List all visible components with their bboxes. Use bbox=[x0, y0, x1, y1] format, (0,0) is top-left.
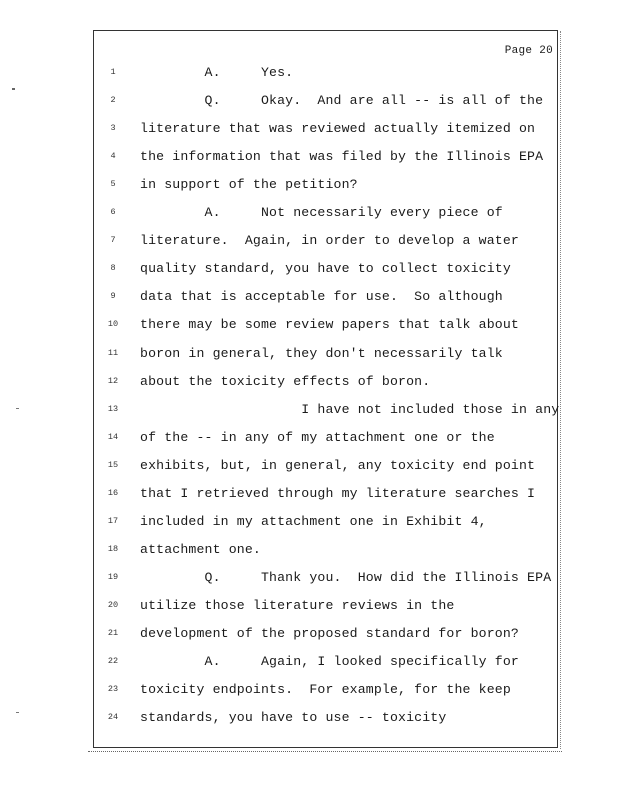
line-number: 24 bbox=[107, 712, 119, 723]
transcript-line bbox=[0, 149, 618, 169]
line-number: 7 bbox=[110, 235, 116, 246]
transcript-line bbox=[0, 458, 618, 478]
line-text: I have not included those in any bbox=[140, 401, 560, 417]
transcript-line bbox=[0, 289, 618, 309]
line-number: 23 bbox=[107, 684, 119, 695]
line-number: 8 bbox=[110, 263, 116, 274]
transcript-line bbox=[0, 93, 618, 113]
line-number: 4 bbox=[110, 151, 116, 162]
line-text: of the -- in any of my attachment one or the bbox=[140, 429, 495, 445]
line-text: Q. Thank you. How did the Illinois EPA bbox=[140, 569, 552, 585]
transcript-line bbox=[0, 542, 618, 562]
transcript-line bbox=[0, 514, 618, 534]
line-text: attachment one. bbox=[140, 541, 261, 557]
line-text: A. Yes. bbox=[140, 65, 294, 80]
transcript-line bbox=[0, 374, 618, 394]
transcript-line bbox=[0, 205, 618, 225]
line-number: 21 bbox=[107, 628, 119, 638]
line-text: literature. Again, in order to develop a water bbox=[140, 233, 519, 249]
transcript-line bbox=[0, 598, 618, 618]
line-text: utilize those literature reviews in the bbox=[140, 597, 455, 613]
line-text: Q. Okay. And are all -- is all of the bbox=[140, 93, 544, 109]
line-number: 22 bbox=[107, 656, 119, 667]
line-text: data that is acceptable for use. So although bbox=[140, 289, 503, 305]
transcript-line bbox=[0, 233, 618, 253]
transcript-line bbox=[0, 710, 618, 730]
line-number: 5 bbox=[110, 179, 116, 190]
line-number: 17 bbox=[107, 515, 119, 526]
line-number: 11 bbox=[107, 347, 119, 358]
page-number: Page 20 bbox=[504, 45, 553, 57]
line-number: 10 bbox=[107, 319, 119, 330]
line-text: toxicity endpoints. For example, for the keep bbox=[140, 682, 511, 698]
line-text: included in my attachment one in Exhibit 4, bbox=[140, 513, 487, 529]
line-number: 14 bbox=[107, 431, 119, 442]
line-text: A. Not necessarily every piece of bbox=[140, 205, 503, 221]
line-text: exhibits, but, in general, any toxicity end point bbox=[140, 457, 536, 473]
line-number: 6 bbox=[110, 207, 116, 218]
line-number: 9 bbox=[110, 291, 116, 302]
transcript-line bbox=[0, 121, 618, 141]
transcript-line bbox=[0, 65, 618, 85]
transcript-line bbox=[0, 626, 618, 646]
transcript-line bbox=[0, 261, 618, 281]
transcript-line bbox=[0, 570, 618, 590]
transcript-line bbox=[0, 317, 618, 337]
transcript-line bbox=[0, 654, 618, 674]
line-text: standards, you have to use -- toxicity bbox=[140, 710, 447, 726]
line-text: development of the proposed standard for boron? bbox=[140, 626, 519, 641]
line-text: about the toxicity effects of boron. bbox=[140, 373, 431, 389]
line-number: 1 bbox=[110, 67, 116, 77]
line-number: 15 bbox=[107, 459, 119, 470]
transcript-line bbox=[0, 430, 618, 450]
line-number: 2 bbox=[110, 95, 116, 106]
line-number: 20 bbox=[107, 599, 119, 610]
line-number: 13 bbox=[107, 403, 119, 414]
line-number: 18 bbox=[107, 543, 119, 554]
line-text: boron in general, they don't necessarily talk bbox=[140, 345, 503, 361]
line-number: 12 bbox=[107, 375, 119, 386]
transcript-line bbox=[0, 346, 618, 366]
line-number: 16 bbox=[107, 487, 119, 498]
transcript-line bbox=[0, 177, 618, 197]
transcript-line bbox=[0, 402, 618, 422]
line-text: there may be some review papers that talk about bbox=[140, 317, 519, 333]
scan-artifact bbox=[12, 88, 15, 90]
transcript-line bbox=[0, 486, 618, 506]
bottom-rule bbox=[88, 751, 562, 752]
line-text: quality standard, you have to collect toxicity bbox=[140, 261, 511, 277]
line-text: that I retrieved through my literature searches I bbox=[140, 485, 536, 501]
transcript-line bbox=[0, 682, 618, 702]
line-text: literature that was reviewed actually itemized on bbox=[140, 121, 536, 137]
line-number: 3 bbox=[110, 123, 116, 134]
line-number: 19 bbox=[107, 571, 119, 582]
line-text: in support of the petition? bbox=[140, 177, 358, 193]
line-text: A. Again, I looked specifically for bbox=[140, 654, 519, 670]
line-text: the information that was filed by the Illinois EPA bbox=[140, 149, 544, 165]
